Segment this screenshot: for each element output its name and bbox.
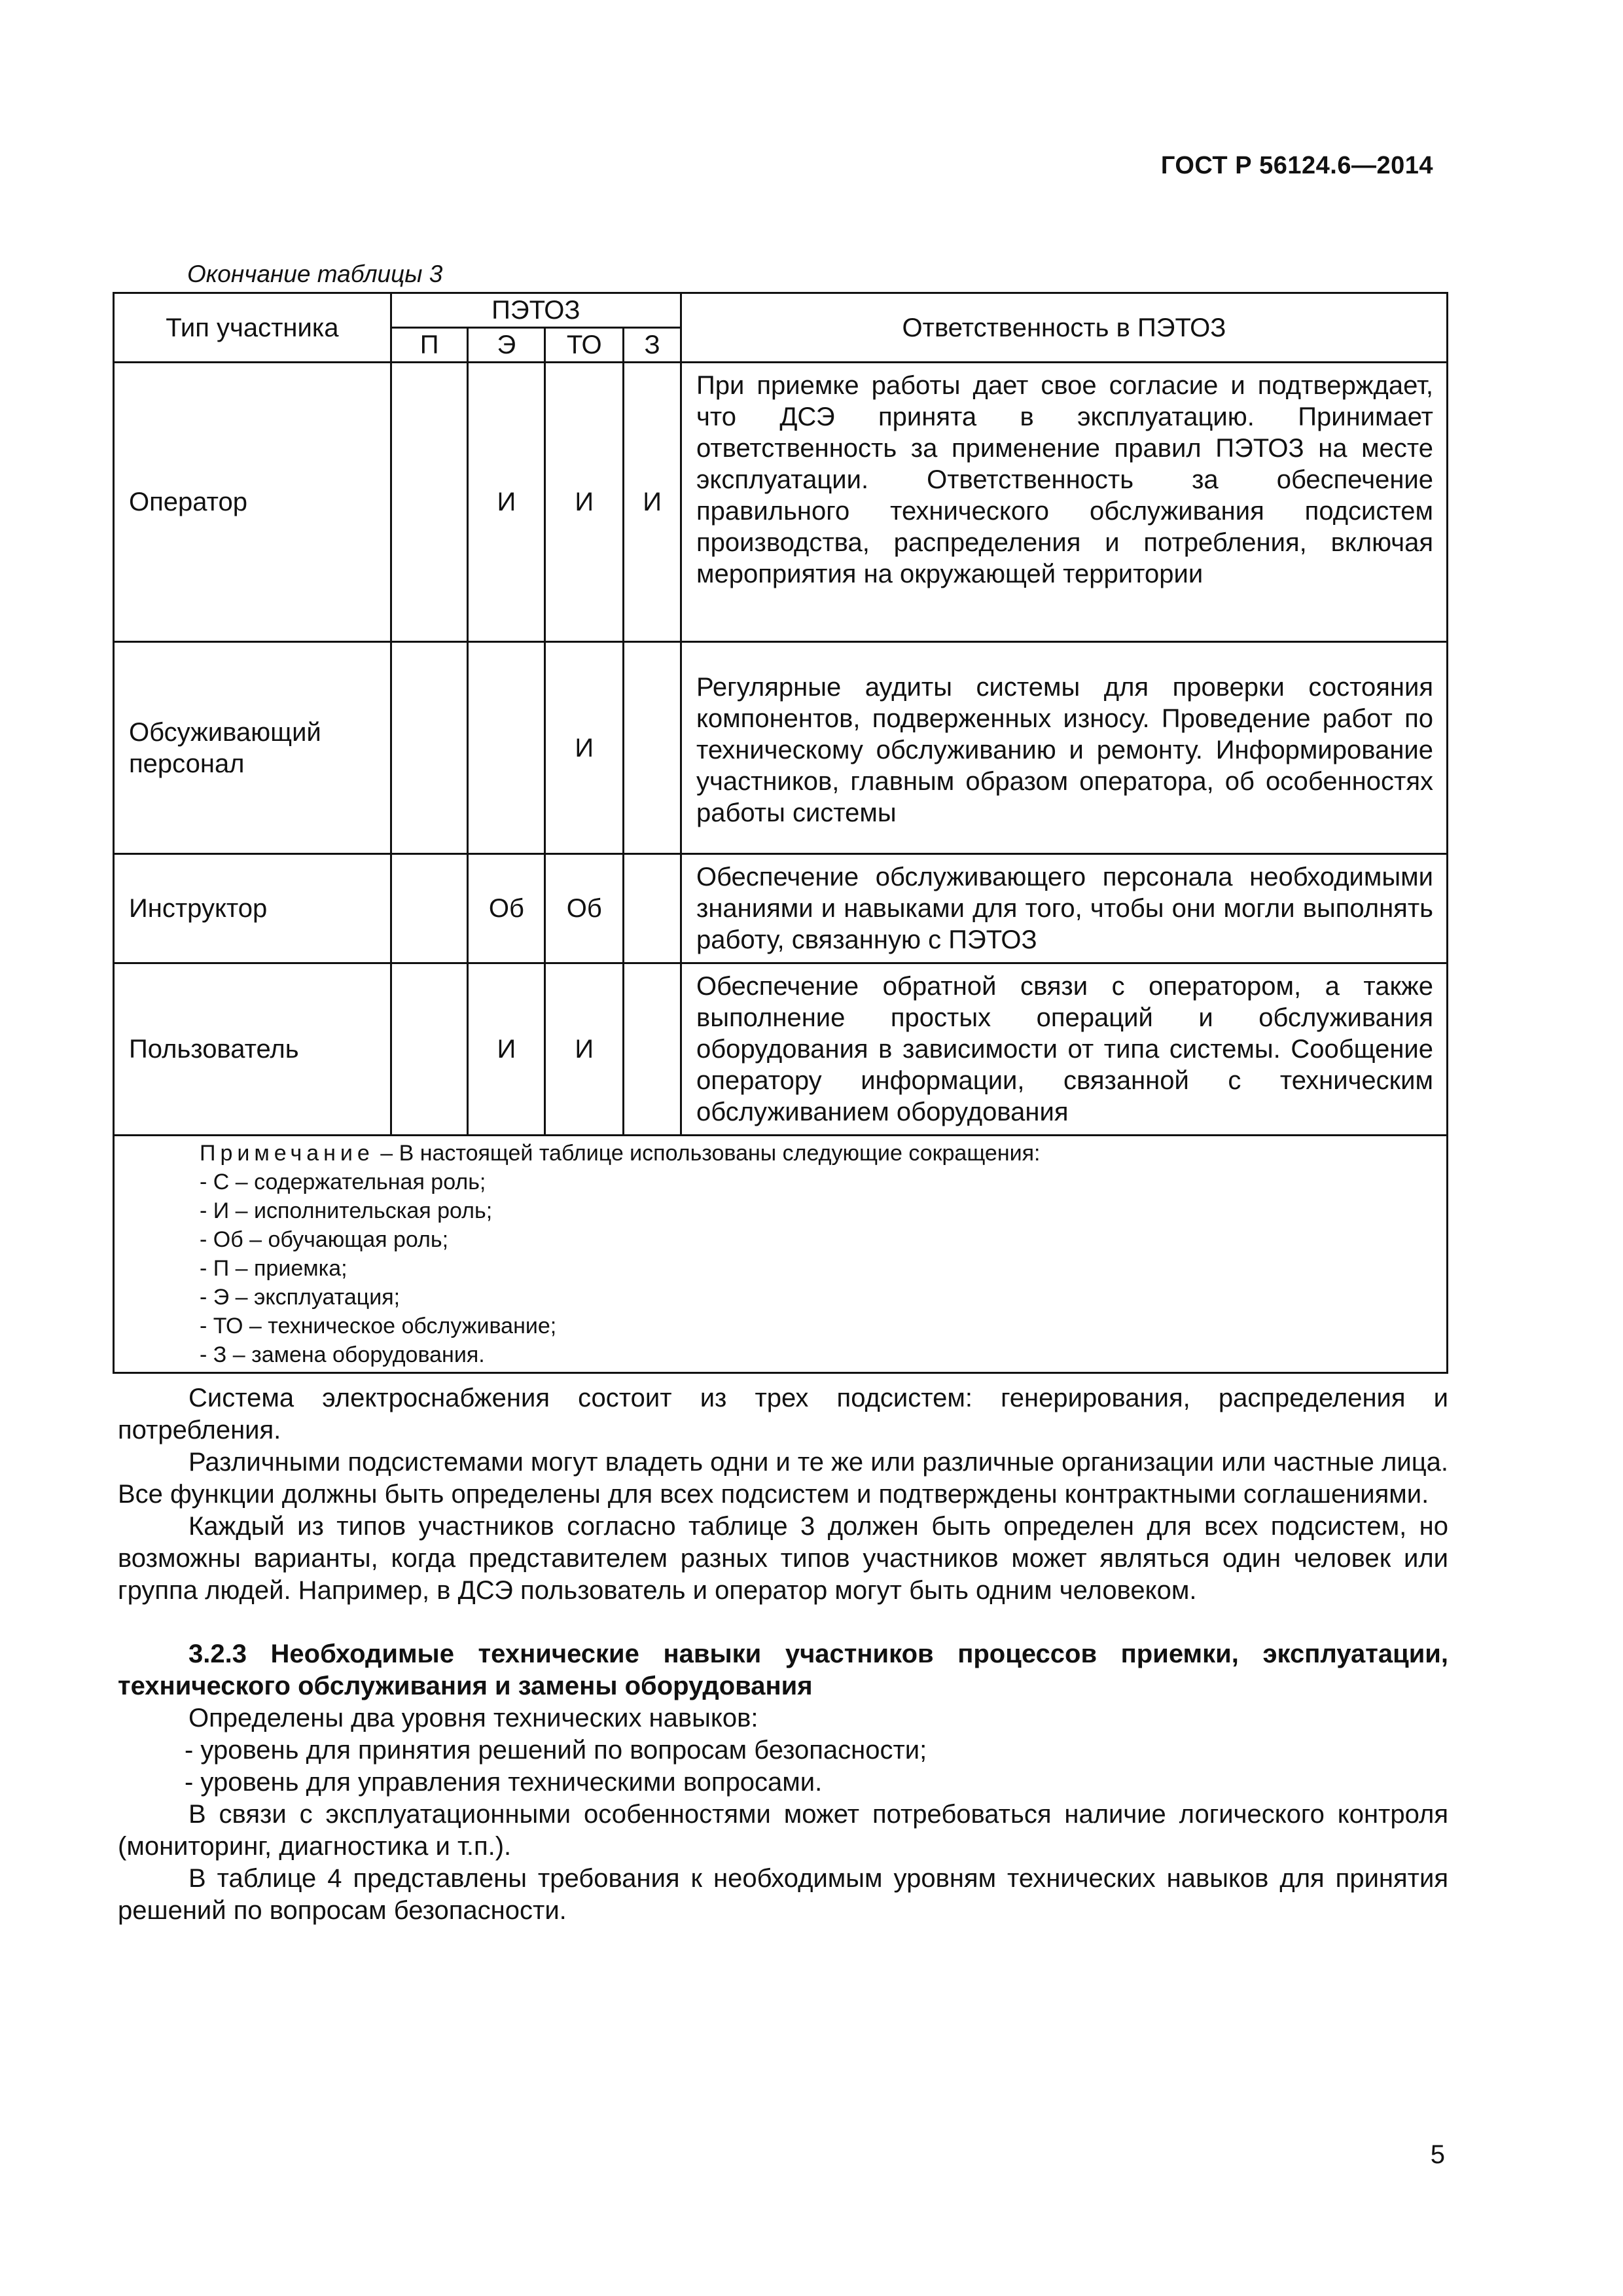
note-intro: – В настоящей таблице использованы следующие сокращения:	[374, 1141, 1041, 1166]
mark-z: И	[624, 363, 681, 642]
table-row	[114, 642, 1448, 854]
responsibility-text: При приемке работы дает свое согласие и подтверждает, что ДСЭ принята в эксплуатацию. Принимает ответственность за применение правил ПЭТОЗ на месте эксплуатации. Ответственность за обеспечение правильного технического обслуживания подсистем производства, распределения и потребления, включая мероприятия на окружающей территории	[681, 363, 1447, 642]
note-title: Примечание	[200, 1141, 374, 1166]
paragraph: В связи с эксплуатационными особенностями может потребоваться наличие логического контроля (мониторинг, диагностика и т.п.).	[118, 1800, 1448, 1861]
document-code: ГОСТ Р 56124.6—2014	[1160, 152, 1433, 179]
mark-p	[391, 854, 468, 963]
participant-type: Инструктор	[114, 854, 391, 963]
note-item: - Э – эксплуатация;	[200, 1285, 401, 1310]
mark-to: И	[545, 963, 624, 1136]
paragraph: В таблице 4 представлены требования к необходимым уровням технических навыков для принятия решений по вопросам безопасности.	[118, 1864, 1448, 1925]
participant-type: Пользователь	[114, 963, 391, 1136]
mark-e	[468, 642, 545, 854]
note-item: - З – замена оборудования.	[200, 1342, 485, 1367]
page-number: 5	[1430, 2140, 1445, 2169]
note-item: - Об – обучающая роль;	[200, 1227, 449, 1252]
mark-z	[624, 854, 681, 963]
responsibility-text: Регулярные аудиты системы для проверки состояния компонентов, подверженных износу. Проведение работ по техническому обслуживанию и ремонту. Информирование участников, главным образом оператора, об особенностях работы системы	[681, 642, 1447, 854]
table-header-row	[114, 293, 1448, 328]
mark-to: И	[545, 363, 624, 642]
paragraph: Система электроснабжения состоит из трех подсистем: генерирования, распределения и потребления.	[118, 1384, 1448, 1444]
mark-z	[624, 642, 681, 854]
participants-table	[113, 292, 1448, 1374]
mark-p	[391, 642, 468, 854]
mark-e: И	[468, 963, 545, 1136]
col-header-group: ПЭТОЗ	[391, 293, 681, 328]
list-item: - уровень для принятия решений по вопросам безопасности;	[185, 1736, 927, 1765]
col-header-to: ТО	[545, 328, 624, 363]
responsibility-text: Обеспечение обратной связи с оператором, а также выполнение простых операций и обслуживания оборудования в зависимости от типа системы. Сообщение оператору информации, связанной с техническим обслуживанием оборудования	[681, 963, 1447, 1136]
body-text	[118, 1382, 1448, 1927]
note-heading	[200, 1139, 1446, 1168]
responsibility-text: Обеспечение обслуживающего персонала необходимыми знаниями и навыками для того, чтобы они могли выполнять работу, связанную с ПЭТОЗ	[681, 854, 1447, 963]
note-item: - И – исполнительская роль;	[200, 1198, 493, 1223]
paragraph: Каждый из типов участников согласно таблице 3 должен быть определен для всех подсистем, но возможны варианты, когда представителем разных типов участников может являться один человек или группа людей. Например, в ДСЭ пользователь и оператор могут быть одним человеком.	[118, 1512, 1448, 1605]
mark-z	[624, 963, 681, 1136]
mark-e: И	[468, 363, 545, 642]
participant-type: Оператор	[114, 363, 391, 642]
col-header-type: Тип участника	[114, 293, 391, 363]
table-note	[114, 1136, 1448, 1373]
note-item: - П – приемка;	[200, 1256, 348, 1281]
table-row	[114, 854, 1448, 963]
table-row	[114, 363, 1448, 642]
col-header-z: З	[624, 328, 681, 363]
table-note-row	[114, 1136, 1448, 1373]
mark-to: Об	[545, 854, 624, 963]
col-header-e: Э	[468, 328, 545, 363]
mark-p	[391, 963, 468, 1136]
mark-p	[391, 363, 468, 642]
col-header-responsibility: Ответственность в ПЭТОЗ	[681, 293, 1447, 363]
mark-to: И	[545, 642, 624, 854]
table-caption: Окончание таблицы 3	[187, 260, 443, 287]
participant-type: Обсуживающий персонал	[114, 642, 391, 854]
note-item: - С – содержательная роль;	[200, 1170, 486, 1194]
paragraph: Различными подсистемами могут владеть одни и те же или различные организации или частные лица. Все функции должны быть определены для всех подсистем и подтверждены контрактными соглашениями.	[118, 1448, 1448, 1509]
list-item: - уровень для управления техническими вопросами.	[185, 1768, 823, 1797]
col-header-p: П	[391, 328, 468, 363]
table-row	[114, 963, 1448, 1136]
mark-e: Об	[468, 854, 545, 963]
note-item: - ТО – техническое обслуживание;	[200, 1314, 557, 1338]
paragraph: Определены два уровня технических навыков:	[188, 1704, 758, 1732]
section-title: 3.2.3 Необходимые технические навыки участников процессов приемки, эксплуатации, технического обслуживания и замены оборудования	[118, 1640, 1448, 1700]
